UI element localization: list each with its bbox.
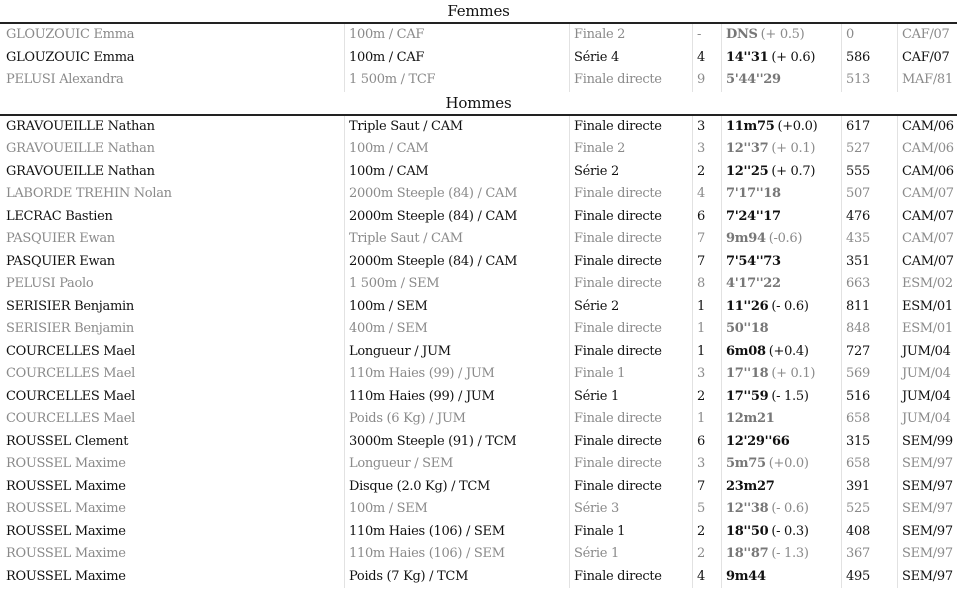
performance <box>721 24 841 47</box>
round-name: Finale directe <box>569 453 692 476</box>
event-name: 100m / CAF <box>344 24 569 47</box>
wind-reading: (- 1.3) <box>771 546 809 561</box>
place: 6 <box>692 206 721 229</box>
place: 7 <box>692 251 721 274</box>
category: CAF/07 <box>897 24 957 47</box>
performance <box>721 453 841 476</box>
event-name: 110m Haies (106) / SEM <box>344 543 569 566</box>
athlete-name: GRAVOUEILLE Nathan <box>6 141 155 156</box>
athlete-name: COURCELLES Mael <box>6 366 135 381</box>
result-row <box>0 543 957 566</box>
points: 658 <box>841 453 897 476</box>
event-name: 100m / SEM <box>344 498 569 521</box>
performance-value: 9m94 <box>726 231 766 246</box>
result-row <box>0 228 957 251</box>
event-name: Longueur / JUM <box>344 341 569 364</box>
place: - <box>692 24 721 47</box>
performance-value: 50''18 <box>726 321 769 336</box>
place: 7 <box>692 476 721 499</box>
performance-value: 6m08 <box>726 343 766 359</box>
event-name: 100m / SEM <box>344 296 569 319</box>
performance <box>721 476 841 499</box>
category: ESM/01 <box>897 296 957 319</box>
athlete-name: PASQUIER Ewan <box>6 231 115 246</box>
points: 848 <box>841 318 897 341</box>
result-row <box>0 183 957 206</box>
result-row <box>0 116 957 139</box>
section-header: Hommes <box>0 92 957 116</box>
athlete-name: GRAVOUEILLE Nathan <box>6 118 155 134</box>
result-row <box>0 273 957 296</box>
performance <box>721 183 841 206</box>
wind-reading: (- 0.6) <box>771 298 809 314</box>
athlete-name: ROUSSEL Maxime <box>6 456 126 471</box>
points: 569 <box>841 363 897 386</box>
result-row <box>0 476 957 499</box>
round-name: Finale directe <box>569 566 692 589</box>
event-name: Triple Saut / CAM <box>344 116 569 139</box>
wind-reading: (- 0.6) <box>771 501 809 516</box>
event-name: 2000m Steeple (84) / CAM <box>344 206 569 229</box>
round-name: Finale directe <box>569 206 692 229</box>
performance-value: 5m75 <box>726 456 766 471</box>
round-name: Série 2 <box>569 296 692 319</box>
performance-value: 5'44''29 <box>726 72 781 87</box>
place: 6 <box>692 431 721 454</box>
wind-reading: (+0.0) <box>768 456 809 471</box>
performance <box>721 228 841 251</box>
wind-reading: (+0.4) <box>768 343 809 359</box>
athlete-name: ROUSSEL Maxime <box>6 501 126 516</box>
athlete-name: ROUSSEL Clement <box>6 433 129 449</box>
round-name: Finale directe <box>569 183 692 206</box>
place: 1 <box>692 296 721 319</box>
athlete-name: ROUSSEL Maxime <box>6 568 126 584</box>
performance <box>721 318 841 341</box>
place: 4 <box>692 47 721 70</box>
round-name: Série 4 <box>569 47 692 70</box>
performance-value: 17''18 <box>726 366 769 381</box>
event-name: 110m Haies (99) / JUM <box>344 363 569 386</box>
performance <box>721 386 841 409</box>
performance <box>721 161 841 184</box>
result-row <box>0 431 957 454</box>
place: 2 <box>692 161 721 184</box>
place: 2 <box>692 521 721 544</box>
place: 8 <box>692 273 721 296</box>
category: CAM/06 <box>897 138 957 161</box>
category: ESM/01 <box>897 318 957 341</box>
category: CAM/07 <box>897 251 957 274</box>
result-row <box>0 251 957 274</box>
points: 513 <box>841 69 897 92</box>
points: 476 <box>841 206 897 229</box>
place: 1 <box>692 318 721 341</box>
wind-reading: (+ 0.5) <box>760 27 805 42</box>
event-name: 2000m Steeple (84) / CAM <box>344 251 569 274</box>
result-row <box>0 296 957 319</box>
place: 3 <box>692 363 721 386</box>
result-row <box>0 386 957 409</box>
points: 586 <box>841 47 897 70</box>
event-name: Poids (6 Kg) / JUM <box>344 408 569 431</box>
points: 507 <box>841 183 897 206</box>
result-row <box>0 69 957 92</box>
performance-value: 7'24''17 <box>726 208 781 224</box>
athlete-name: GRAVOUEILLE Nathan <box>6 163 155 179</box>
event-name: Disque (2.0 Kg) / TCM <box>344 476 569 499</box>
round-name: Finale directe <box>569 341 692 364</box>
performance-value: 4'17''22 <box>726 276 781 291</box>
wind-reading: (+ 0.6) <box>771 49 816 65</box>
place: 7 <box>692 228 721 251</box>
points: 391 <box>841 476 897 499</box>
points: 527 <box>841 138 897 161</box>
event-name: 100m / CAM <box>344 138 569 161</box>
category: SEM/99 <box>897 431 957 454</box>
athlete-name: SERISIER Benjamin <box>6 298 134 314</box>
performance-value: 12''38 <box>726 501 769 516</box>
round-name: Finale directe <box>569 408 692 431</box>
performance-value: 23m27 <box>726 478 775 494</box>
result-row <box>0 318 957 341</box>
event-name: 100m / CAF <box>344 47 569 70</box>
performance <box>721 138 841 161</box>
performance-value: 12'29''66 <box>726 433 790 449</box>
round-name: Finale directe <box>569 228 692 251</box>
performance <box>721 206 841 229</box>
category: CAM/07 <box>897 183 957 206</box>
performance <box>721 296 841 319</box>
athlete-name: PELUSI Paolo <box>6 276 94 291</box>
event-name: 1 500m / TCF <box>344 69 569 92</box>
place: 9 <box>692 69 721 92</box>
performance <box>721 566 841 589</box>
performance <box>721 116 841 139</box>
athlete-name: GLOUZOUIC Emma <box>6 49 135 65</box>
category: SEM/97 <box>897 543 957 566</box>
result-row <box>0 521 957 544</box>
athlete-name: ROUSSEL Maxime <box>6 478 126 494</box>
performance <box>721 431 841 454</box>
event-name: 100m / CAM <box>344 161 569 184</box>
category: ESM/02 <box>897 273 957 296</box>
points: 408 <box>841 521 897 544</box>
category: SEM/97 <box>897 566 957 589</box>
category: CAM/06 <box>897 116 957 139</box>
place: 1 <box>692 341 721 364</box>
performance <box>721 498 841 521</box>
points: 658 <box>841 408 897 431</box>
performance <box>721 408 841 431</box>
place: 2 <box>692 386 721 409</box>
round-name: Finale directe <box>569 251 692 274</box>
athlete-name: LECRAC Bastien <box>6 208 113 224</box>
points: 0 <box>841 24 897 47</box>
event-name: 3000m Steeple (91) / TCM <box>344 431 569 454</box>
event-name: 1 500m / SEM <box>344 273 569 296</box>
event-name: 110m Haies (106) / SEM <box>344 521 569 544</box>
section-header: Femmes <box>0 0 957 24</box>
athlete-name: LABORDE TREHIN Nolan <box>6 186 172 201</box>
place: 4 <box>692 566 721 589</box>
performance-value: 7'17''18 <box>726 186 781 201</box>
place: 3 <box>692 116 721 139</box>
place: 4 <box>692 183 721 206</box>
round-name: Série 2 <box>569 161 692 184</box>
performance-value: 12''37 <box>726 141 769 156</box>
athlete-name: ROUSSEL Maxime <box>6 546 126 561</box>
points: 811 <box>841 296 897 319</box>
performance <box>721 69 841 92</box>
points: 617 <box>841 116 897 139</box>
category: CAM/07 <box>897 206 957 229</box>
performance-value: 18''50 <box>726 523 769 539</box>
round-name: Finale 1 <box>569 363 692 386</box>
points: 315 <box>841 431 897 454</box>
points: 516 <box>841 386 897 409</box>
place: 1 <box>692 408 721 431</box>
result-row <box>0 206 957 229</box>
points: 435 <box>841 228 897 251</box>
athlete-name: SERISIER Benjamin <box>6 321 134 336</box>
athlete-name: PASQUIER Ewan <box>6 253 115 269</box>
result-row <box>0 363 957 386</box>
category: SEM/97 <box>897 521 957 544</box>
category: SEM/97 <box>897 453 957 476</box>
place: 3 <box>692 138 721 161</box>
round-name: Finale 2 <box>569 24 692 47</box>
performance-value: 7'54''73 <box>726 253 781 269</box>
category: JUM/04 <box>897 363 957 386</box>
points: 555 <box>841 161 897 184</box>
performance-value: 11m75 <box>726 118 775 134</box>
category: CAM/07 <box>897 228 957 251</box>
category: JUM/04 <box>897 408 957 431</box>
athlete-name: GLOUZOUIC Emma <box>6 27 135 42</box>
category: MAF/81 <box>897 69 957 92</box>
place: 3 <box>692 453 721 476</box>
result-row <box>0 566 957 589</box>
athlete-name: COURCELLES Mael <box>6 411 135 426</box>
round-name: Finale directe <box>569 476 692 499</box>
category: SEM/97 <box>897 498 957 521</box>
result-row <box>0 47 957 70</box>
points: 727 <box>841 341 897 364</box>
points: 663 <box>841 273 897 296</box>
result-row <box>0 408 957 431</box>
round-name: Série 1 <box>569 386 692 409</box>
round-name: Finale 1 <box>569 521 692 544</box>
points: 367 <box>841 543 897 566</box>
performance <box>721 543 841 566</box>
points: 351 <box>841 251 897 274</box>
event-name: 110m Haies (99) / JUM <box>344 386 569 409</box>
performance <box>721 521 841 544</box>
wind-reading: (- 1.5) <box>771 388 809 404</box>
event-name: Longueur / SEM <box>344 453 569 476</box>
performance <box>721 341 841 364</box>
athlete-name: PELUSI Alexandra <box>6 72 124 87</box>
performance-value: 9m44 <box>726 568 766 584</box>
event-name: Poids (7 Kg) / TCM <box>344 566 569 589</box>
points: 495 <box>841 566 897 589</box>
category: CAF/07 <box>897 47 957 70</box>
wind-reading: (- 0.3) <box>771 523 809 539</box>
result-row <box>0 341 957 364</box>
round-name: Finale directe <box>569 318 692 341</box>
round-name: Série 3 <box>569 498 692 521</box>
performance-value: 17''59 <box>726 388 769 404</box>
place: 5 <box>692 498 721 521</box>
result-row <box>0 453 957 476</box>
wind-reading: (-0.6) <box>768 231 803 246</box>
result-row <box>0 161 957 184</box>
wind-reading: (+ 0.7) <box>771 163 816 179</box>
category: JUM/04 <box>897 341 957 364</box>
result-row <box>0 24 957 47</box>
category: JUM/04 <box>897 386 957 409</box>
round-name: Finale directe <box>569 273 692 296</box>
round-name: Finale directe <box>569 116 692 139</box>
round-name: Série 1 <box>569 543 692 566</box>
performance-value: 12m21 <box>726 411 775 426</box>
performance-value: 14''31 <box>726 49 769 65</box>
result-row <box>0 138 957 161</box>
result-row <box>0 498 957 521</box>
athlete-name: COURCELLES Mael <box>6 343 135 359</box>
performance-value: 18''87 <box>726 546 769 561</box>
wind-reading: (+ 0.1) <box>771 366 816 381</box>
event-name: Triple Saut / CAM <box>344 228 569 251</box>
performance <box>721 47 841 70</box>
round-name: Finale directe <box>569 431 692 454</box>
place: 2 <box>692 543 721 566</box>
round-name: Finale directe <box>569 69 692 92</box>
round-name: Finale 2 <box>569 138 692 161</box>
event-name: 2000m Steeple (84) / CAM <box>344 183 569 206</box>
performance <box>721 251 841 274</box>
category: CAM/06 <box>897 161 957 184</box>
performance <box>721 273 841 296</box>
wind-reading: (+0.0) <box>777 118 818 134</box>
performance-value: 11''26 <box>726 298 769 314</box>
performance-value: DNS <box>726 27 758 42</box>
wind-reading: (+ 0.1) <box>771 141 816 156</box>
category: SEM/97 <box>897 476 957 499</box>
performance-value: 12''25 <box>726 163 769 179</box>
event-name: 400m / SEM <box>344 318 569 341</box>
points: 525 <box>841 498 897 521</box>
athlete-name: ROUSSEL Maxime <box>6 523 126 539</box>
athlete-name: COURCELLES Mael <box>6 388 135 404</box>
performance <box>721 363 841 386</box>
